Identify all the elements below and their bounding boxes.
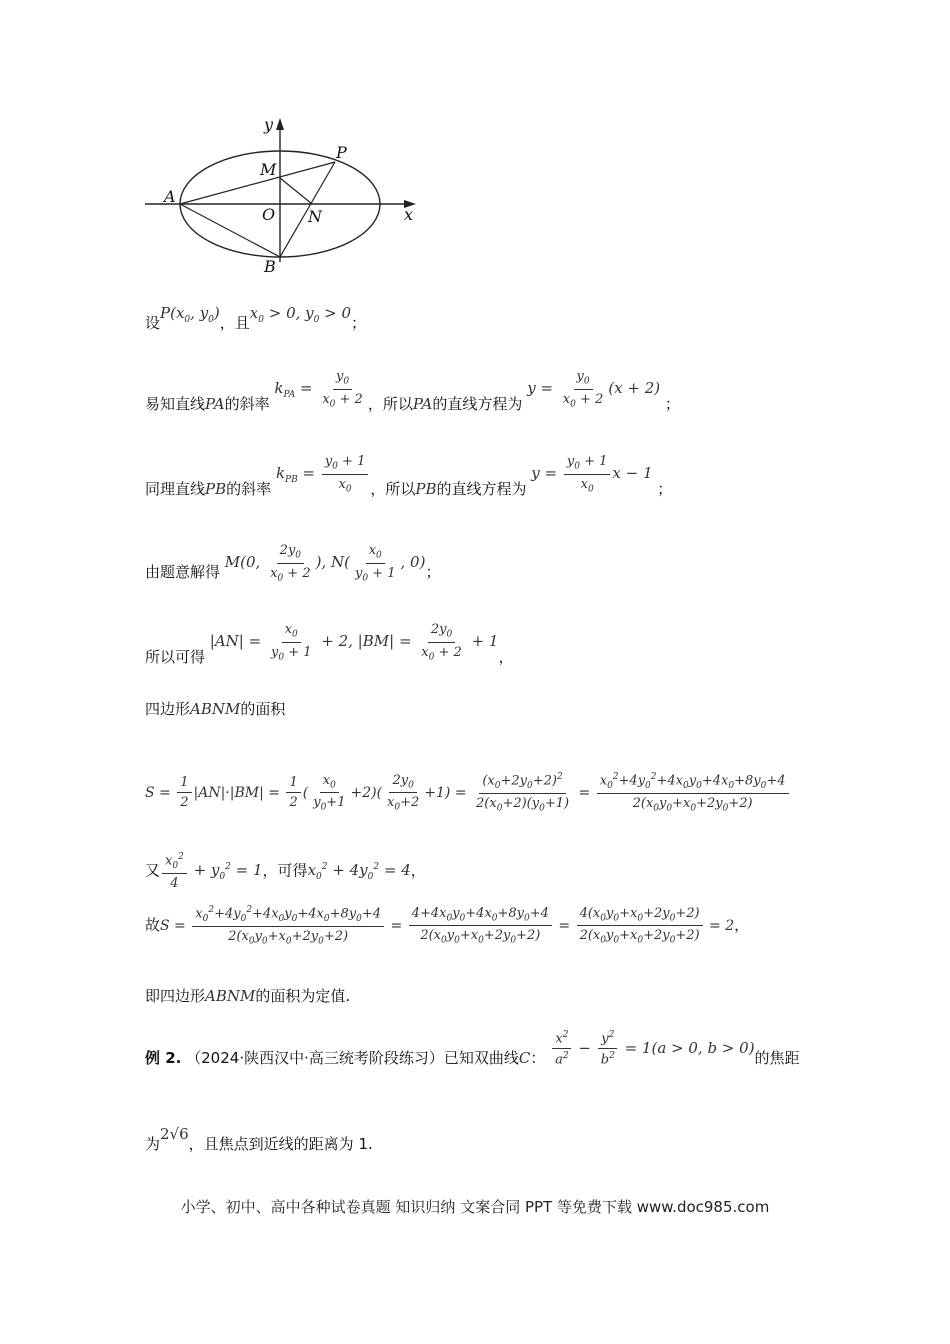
text-line-10 [145, 985, 350, 1006]
text: 的直线方程为 [432, 395, 523, 414]
formula: y = $\frac{y_0}{x_0 + 2}$ (x + 2) [527, 369, 661, 410]
formula: S = $\frac{x_0^2+4y_0^2+4x_0y_0+4x_0+8y_0+4}{2(x_0y_0+x_0+2y_0+2)}$ = $\frac{4+4x_0y_0+4x_0+8y_0+4}{2(x_0y_0+x_0+2y_0+2)}$ = $\frac{4(x_0y_0+x_0+2y_0+2)}{2(x_0y_0+x_0+2y_0+2)}$ = 2 [160, 905, 735, 947]
segment-ap [180, 162, 335, 204]
text: ； [351, 314, 367, 332]
formula: ABNM [190, 700, 241, 718]
segment-mn [280, 178, 312, 204]
text: ， [734, 915, 750, 934]
label-m: M [260, 160, 277, 179]
text: ， [410, 861, 426, 880]
label-n: N [308, 207, 322, 226]
text: ，且焦点到近线的距离为 1. [188, 1135, 373, 1153]
text: 的面积 [240, 700, 286, 718]
formula: |AN| = $\frac{x_0}{y_0 + 1}$ + 2, |BM| = $\frac{2y_0}{x_0 + 2}$ + 1 [209, 622, 499, 663]
formula: $x_0^2 + 4y_0^2 = 4$ [307, 861, 411, 883]
text: 的焦距 [754, 1048, 800, 1067]
text: （2024·陕西汉中·高三统考阶段练习）已知双曲线 [186, 1048, 519, 1067]
text: ，可得 [262, 861, 308, 880]
example-label: 例 2. [145, 1048, 182, 1067]
formula: y = $\frac{y_0 + 1}{x_0}$ x − 1 [531, 454, 653, 495]
text-line-2 [145, 369, 680, 425]
label-a: A [164, 187, 176, 206]
text: ； [425, 563, 441, 582]
formula: $k_{PB}$ = $\frac{y_0 + 1}{x_0}$ [276, 464, 370, 482]
formula: S = $\frac{1}{2}$ |AN|·|BM| = $\frac{1}{2}$ ( $\frac{x_0}{y_0+1}$ +2)( $\frac{2y_0}{x_0+2}$ +1) = $\frac{(x_0+2y_0+2)^2}{2(x_0+2)(y_0+1)}$ = $\frac{x_0^2+4y_0^2+4x_0y_0+4x_0+8y_0+4}{2(x_0y_0+x_0+2y_0+2)}$ [145, 785, 791, 801]
label-y: y [264, 115, 274, 134]
text: 四边形 [145, 700, 191, 718]
text: 又 [145, 861, 161, 880]
formula: $P(x_0$, $y_0$) [160, 304, 220, 325]
text: 的斜率 [226, 480, 272, 499]
label-b: B [264, 257, 276, 276]
text-line-8 [145, 852, 426, 891]
text: 所以可得 [145, 648, 206, 667]
formula: PB [205, 480, 227, 499]
formula: M(0, $\frac{2y_0}{x_0 + 2}$ ), N( $\frac{x_0}{y_0 + 1}$ , 0) [224, 543, 426, 584]
text: ， [498, 648, 514, 667]
formula: PA [412, 395, 433, 414]
text-line-12 [145, 1125, 373, 1154]
y-axis-arrow [276, 118, 284, 130]
formula: $x_0 > 0$, $y_0 > 0$ [249, 304, 352, 325]
text: ，所以 [370, 480, 416, 499]
text: ，且 [219, 314, 250, 332]
text: ； [664, 395, 680, 414]
text-line-5 [145, 622, 514, 678]
text: 为 [145, 1135, 161, 1153]
label-p: P [336, 143, 347, 162]
text: 故 [145, 915, 161, 934]
text: 由题意解得 [145, 563, 221, 582]
formula: PB [415, 480, 437, 499]
text: 设 [145, 314, 161, 332]
text: 的斜率 [224, 395, 270, 414]
text-line-1 [145, 304, 367, 335]
formula: PA [205, 395, 225, 414]
formula: C [518, 1048, 531, 1067]
text-line-3 [145, 454, 673, 510]
label-x: x [404, 205, 414, 224]
text-line-9 [145, 905, 749, 947]
text-line-4 [145, 543, 441, 593]
formula: $k_{PA}$ = $\frac{y_0}{x_0 + 2}$ [274, 369, 363, 410]
text: 即四边形 [145, 987, 206, 1005]
text: 的直线方程为 [436, 480, 527, 499]
text: 同理直线 [145, 480, 206, 499]
text: 易知直线 [145, 395, 206, 414]
text-line-6 [145, 698, 285, 719]
text: ； [657, 480, 673, 499]
footer: 小学、初中、高中各种试卷真题 知识归纳 文案合同 PPT 等免费下载 www.doc985.com [180, 1198, 770, 1216]
formula-area [145, 772, 791, 814]
label-o: O [262, 205, 276, 224]
text-line-11 [145, 1030, 800, 1078]
text: ： [530, 1048, 546, 1067]
formula: $\frac{x^2}{a^2}$ − $\frac{y^2}{b^2}$ = 1(a > 0, b > 0) [550, 1039, 754, 1057]
ellipse-figure [140, 112, 440, 287]
formula: $\frac{x_0^2}{4}$ + $y_0^2 = 1$ [160, 861, 263, 879]
text: ，所以 [367, 395, 413, 414]
formula: 2√6 [160, 1125, 189, 1143]
text: 的面积为定值. [255, 987, 351, 1005]
formula: ABNM [205, 987, 256, 1005]
